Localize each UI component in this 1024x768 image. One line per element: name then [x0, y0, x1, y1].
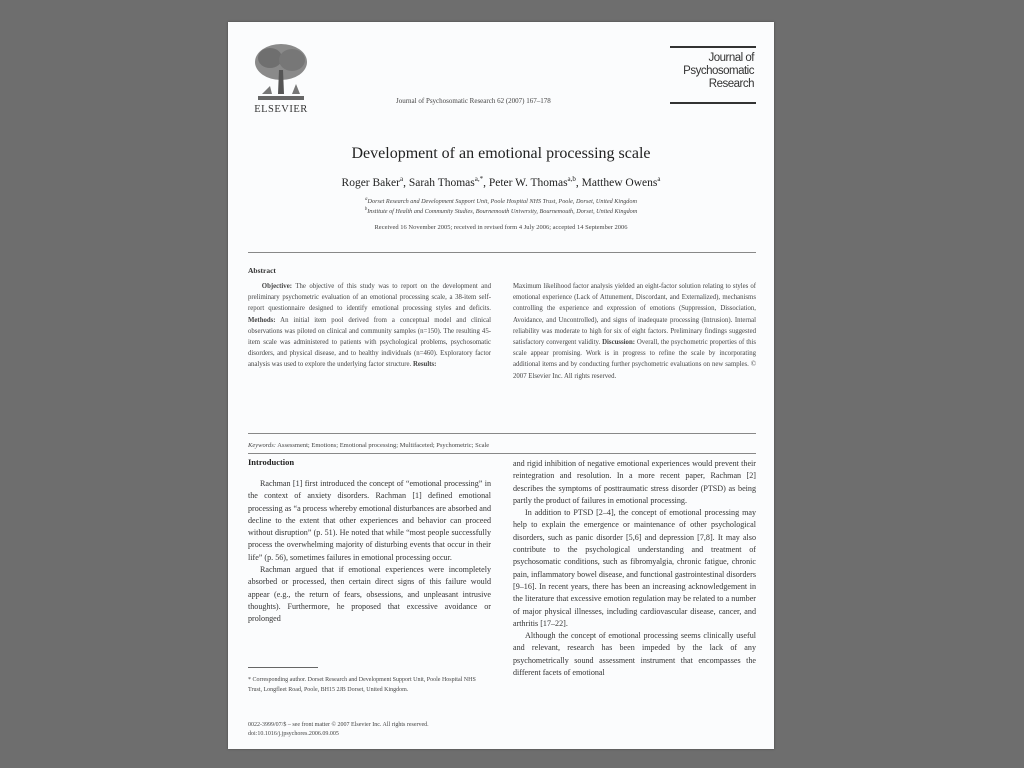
keywords-label: Keywords: [248, 442, 276, 449]
publisher-name: ELSEVIER [254, 104, 308, 115]
author-sup: a [399, 175, 404, 183]
author-sup: a,b [567, 175, 576, 183]
body-paragraph: Rachman [1] first introduced the concept of “emotional processing” in the context of anxiety disorders. Rachman [1] defined emotional processing as “a process whereby emotional disturbances are absorbed and decline to the extent that other experiences and behavior can proceed without disruption” (p. 51). He noted that while “most people successfully process the overwhelming majority of disturbing events that occur in their life” (p. 56), sometimes failures in emotional processing occur. [248, 479, 491, 562]
author-name: Peter W. Thomas [488, 176, 568, 189]
author-name: Sarah Thomas [408, 176, 475, 189]
article-title: Development of an emotional processing scale [351, 145, 651, 162]
paper-page [228, 22, 774, 749]
abstract-label: Discussion: [602, 339, 635, 347]
body-right-column [513, 458, 756, 679]
affiliation [228, 207, 774, 215]
abstract-heading: Abstract [248, 266, 276, 275]
divider [248, 252, 756, 253]
elsevier-tree-icon [252, 40, 310, 102]
abstract-text: An initial item pool derived from a conceptual model and clinical observations was piloted on clinical and community samples (n=150). The resulting 45-item scale was administered to patients with psychological problems, psychosomatic disorders, and physical disease, and to healthy individuals (n=460). Exploratory factor analysis was used to explore the underlying factor structure. [248, 316, 491, 369]
abstract-label: Objective: [261, 283, 292, 290]
abstract-label: Results: [412, 361, 437, 369]
abstract-text: Maximum likelihood factor analysis yielded an eight-factor solution relating to styles of emotional experience (Lack of Attunement, Discordant, and Externalized), mechanisms controlling the experience and expression of emotions (Suppression, Dissociation, Avoidance, and Uncontrolled), and signs of inadequate processing (Intrusion). Internal reliability was moderate to high for six of eight factors. Preliminary findings suggested satisfactory convergent validity. [513, 283, 756, 347]
abstract-label: Methods: [248, 316, 276, 324]
author-sup: a,* [474, 175, 484, 183]
keywords [248, 442, 489, 449]
affiliation-sup: b [364, 207, 368, 212]
author-list: Roger Baker$^a$, Sarah Thomas$^{a,*}$, Peter W. Thomas$^{a,b}$, Matthew Owens$^a$ [341, 175, 661, 189]
author-name: Roger Baker [341, 176, 400, 189]
body-paragraph: and rigid inhibition of negative emotional experiences would prevent their reintegration and resolution. In a more recent paper, Rachman [2] describes the symptoms of posttraumatic stress disorder (PTSD) as being partly the product of failures in emotional processing. [513, 459, 756, 505]
affiliation [228, 197, 774, 205]
journal-line: Psychosomatic [683, 65, 754, 77]
journal-line: Research [708, 78, 754, 90]
divider [248, 453, 756, 454]
divider [248, 433, 756, 434]
keywords-text: Assessment; Emotions; Emotional processing; Multifaceted; Psychometric; Scale [277, 442, 490, 449]
doi-line: doi:10.1016/j.jpsychores.2006.09.005 [248, 731, 339, 737]
footnote-rule [248, 667, 318, 668]
issn-copyright [248, 721, 498, 739]
abstract-text: The objective of this study was to report on the development and preliminary psychometric evaluation of an emotional processing scale, a 38-item self-report questionnaire designed to identify emotional processing styles and deficits. [248, 283, 491, 313]
elsevier-logo [246, 40, 316, 126]
section-heading: Introduction [248, 457, 295, 467]
body-left-column [248, 478, 491, 626]
body-paragraph: Rachman argued that if emotional experiences were incompletely absorbed or processed, then certain direct signs of this failure would appear (e.g., the return of fears, obsessions, and unpleasant intrusive thoughts). Furthermore, he proposed that excessive avoidance or prolonged [248, 565, 491, 624]
body-paragraph: Although the concept of emotional processing seems clinically useful and relevant, research has been impeded by the lack of any psychometrically sound assessment instrument that encompasses the different facets of emotional [513, 631, 756, 678]
body-paragraph: In addition to PTSD [2–4], the concept of emotional processing may help to explain the emergence or maintenance of other psychological disorders, such as panic disorder [5,6] and depression [7,8]. It may also contribute to the psychological understanding and treatment of psychosomatic conditions, such as fibromyalgia, chronic fatigue, chronic pain, inflammatory bowel disease, and functional gastrointestinal disorders [9–16]. In recent years, there has been an increasing acknowledgement in the literature that excessive emotion regulation may be related to a number of major physical illnesses, including cardiovascular disease, cancer, and arthritis [17–22]. [513, 508, 756, 628]
abstract-text: Overall, the psychometric properties of this scale appear promising. Work is in progress to refine the scale by incorporating additional items and by conducting further psychometric evaluations on new samples. [513, 339, 757, 369]
issn-line: 0022-3999/07/$ – see front matter © 2007 Elsevier Inc. All rights reserved. [248, 722, 429, 728]
journal-citation: Journal of Psychosomatic Research 62 (2007) 167–178 [396, 97, 551, 105]
affiliation-text: Dorset Research and Development Support Unit, Poole Hospital NHS Trust, Poole, Dorset, United Kingdom [367, 198, 637, 206]
journal-line: Journal of [708, 52, 754, 64]
journal-title-box [670, 46, 756, 104]
affiliation-sup: a [365, 197, 368, 202]
abstract-left-column [248, 281, 491, 371]
affiliation-text: Institute of Health and Community Studies, Bournemouth University, Bournemouth, Dorset, United Kingdom [367, 208, 638, 216]
abstract-right-column [513, 281, 756, 382]
abstract-copyright: © 2007 Elsevier Inc. All rights reserved. [513, 361, 757, 380]
received-dates: Received 16 November 2005; received in revised form 4 July 2006; accepted 14 September 2006 [374, 224, 628, 231]
corresponding-author-footnote: * Corresponding author. Dorset Research and Development Support Unit, Poole Hospital NHS Trust, Longfleet Road, Poole, BH15 2JB Dorset, United Kingdom. [248, 677, 476, 693]
author-sup: a [657, 175, 661, 183]
author-name: Matthew Owens [581, 176, 658, 189]
